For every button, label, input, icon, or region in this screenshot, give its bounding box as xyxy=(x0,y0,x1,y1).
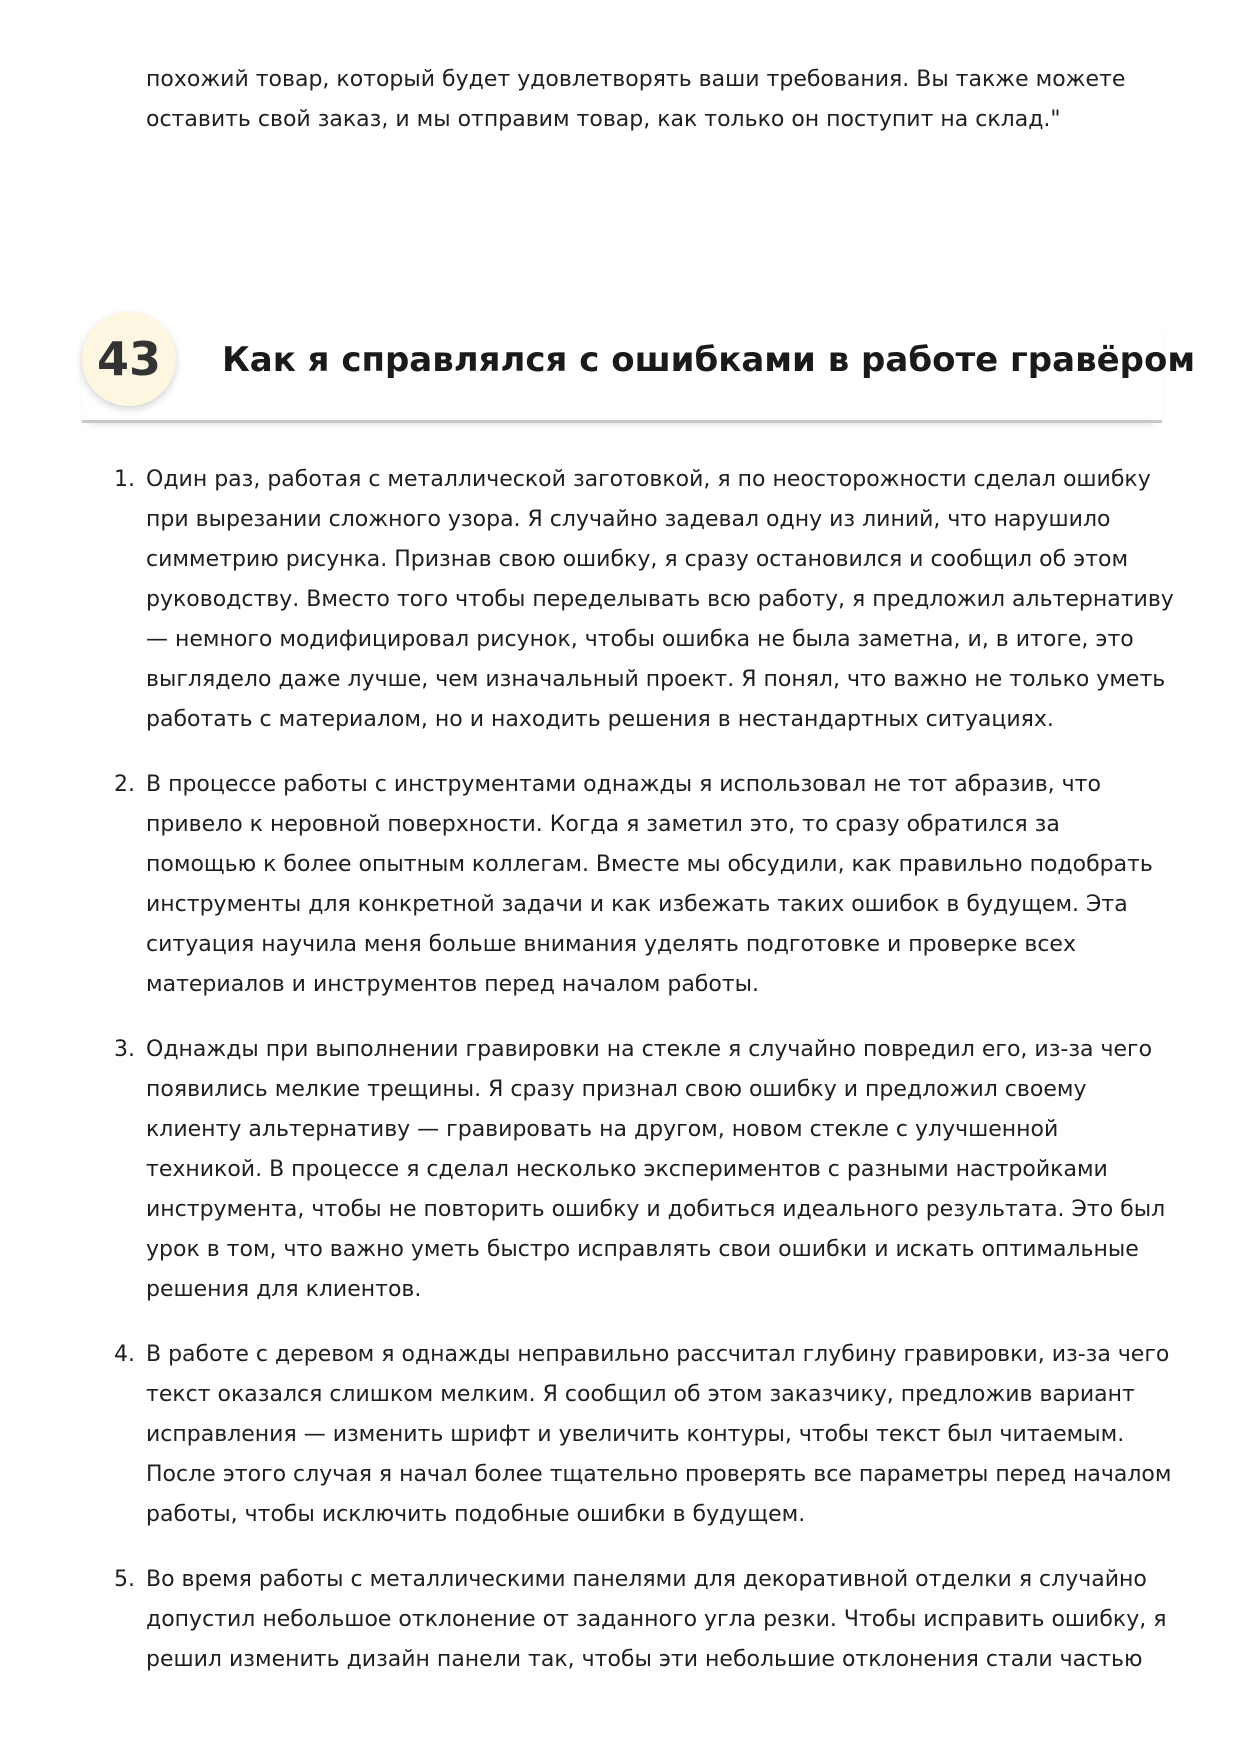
section-number-badge: 43 xyxy=(82,312,176,406)
list-item-text: Во время работы с металлическими панелями для декоративной отделки я случайно допустил небольшое отклонение от заданного угла резки. Чтобы исправить ошибку, я решил изменить дизайн панели так, чтобы эти небольшие отклонения стали частью xyxy=(146,1567,1167,1672)
section-header xyxy=(82,312,1196,423)
intro-paragraph: похожий товар, который будет удовлетворять ваши требования. Вы также можете оставить свой заказ, и мы отправим товар, как только он поступит на склад." xyxy=(146,67,1126,132)
list-item xyxy=(114,1335,1174,1535)
list-item xyxy=(114,765,1174,1005)
list-item-text: Однажды при выполнении гравировки на стекле я случайно повредил его, из-за чего появились мелкие трещины. Я сразу признал свою ошибку и предложил своему клиенту альтернативу — гравировать на другом, новом стекле с улучшенной техникой. В процессе я сделал несколько экспериментов с разными настройками инструмента, чтобы не повторить ошибку и добиться идеального результата. Это был урок в том, что важно уметь быстро исправлять свои ошибки и искать оптимальные решения для клиентов. xyxy=(146,1037,1166,1302)
list-item xyxy=(114,460,1174,740)
list-item xyxy=(114,1030,1174,1310)
list-item-number: 2. xyxy=(114,772,135,797)
list-item-number: 5. xyxy=(114,1567,135,1592)
list-item-number: 1. xyxy=(114,467,135,492)
list-item-text: В работе с деревом я однажды неправильно рассчитал глубину гравировки, из-за чего текст оказался слишком мелким. Я сообщил об этом заказчику, предложив вариант исправления — изменить шрифт и увеличить контуры, чтобы текст был читаемым. После этого случая я начал более тщательно проверять все параметры перед началом работы, чтобы исключить подобные ошибки в будущем. xyxy=(146,1342,1172,1527)
section-title: Как я справлялся с ошибками в работе гравёром xyxy=(222,340,1196,380)
list-item-text: Один раз, работая с металлической заготовкой, я по неосторожности сделал ошибку при вырезании сложного узора. Я случайно задевал одну из линий, что нарушило симметрию рисунка. Признав свою ошибку, я сразу остановился и сообщил об этом руководству. Вместо того чтобы переделывать всю работу, я предложил альтернативу — немного модифицировал рисунок, чтобы ошибка не была заметна, и, в итоге, это выглядело даже лучше, чем изначальный проект. Я понял, что важно не только уметь работать с материалом, но и находить решения в нестандартных ситуациях. xyxy=(146,467,1174,732)
mistakes-list xyxy=(114,460,1174,1705)
list-item-text: В процессе работы с инструментами однажды я использовал не тот абразив, что привело к неровной поверхности. Когда я заметил это, то сразу обратился за помощью к более опытным коллегам. Вместе мы обсудили, как правильно подобрать инструменты для конкретной задачи и как избежать таких ошибок в будущем. Эта ситуация научила меня больше внимания уделять подготовке и проверке всех материалов и инструментов перед началом работы. xyxy=(146,772,1153,997)
list-item-number: 4. xyxy=(114,1342,135,1367)
list-item xyxy=(114,1560,1174,1680)
list-item-number: 3. xyxy=(114,1037,135,1062)
